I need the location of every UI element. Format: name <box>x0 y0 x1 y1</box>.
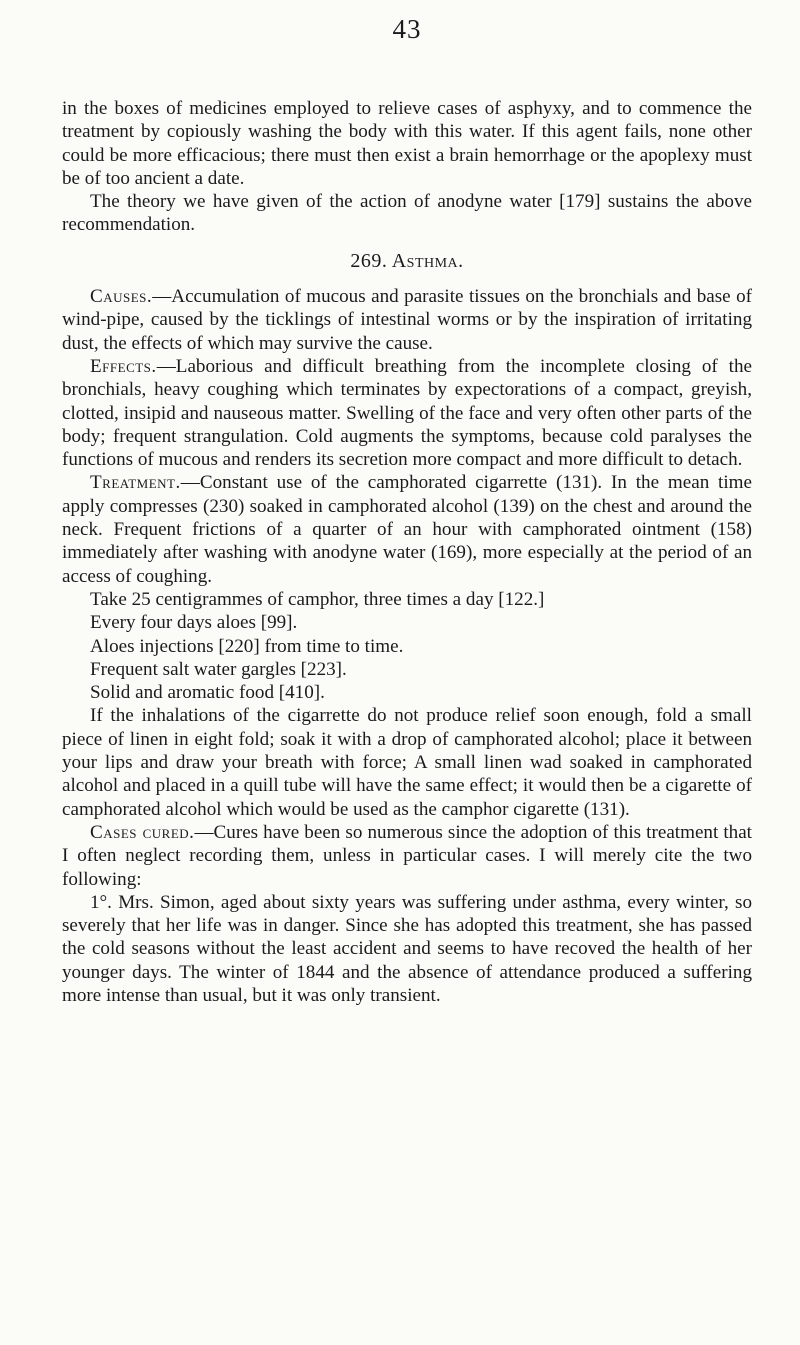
prescription-line: Take 25 centigrammes of camphor, three times a day [122.] <box>90 588 545 610</box>
paragraph-anodyne-theory: The theory we have given of the action of anodyne water [179] sustains the above recommendation. <box>62 191 752 236</box>
paragraph-causes <box>62 285 752 355</box>
cases-text: —Cures have been so numerous since the adoption of this treatment that I often neglect recording them, unless in particular cases. I will merely cite the two following: <box>62 821 752 890</box>
prescription-line: Solid and aromatic food [410]. <box>90 682 325 704</box>
causes-text: —Accumulation of mucous and parasite tissues on the bronchials and base of wind-pipe, caused by the ticklings of intestinal worms or by the inspiration of irritating dust, the effects of which may survive the cause. <box>62 286 752 354</box>
cases-label: Cases cured. <box>90 821 195 843</box>
paragraph-intro: in the boxes of medicines employed to relieve cases of asphyxy, and to commence the treatment by copiously washing the body with this water. If this agent fails, none other could be more efficacious; there must then exist a brain hemorrhage or the apoplexy must be of too ancient a date. <box>62 98 752 189</box>
section-heading: 269. Asthma. <box>350 249 464 272</box>
effects-label: Effects. <box>90 355 157 377</box>
paragraph-effects <box>62 355 752 471</box>
treatment-label: Treatment. <box>90 472 181 494</box>
paragraph-inhalation: If the inhalations of the cigarrette do not produce relief soon enough, fold a small piece of linen in eight fold; soak it with a drop of camphorated alcohol; place it between your lips and draw your breath with force; A small linen wad soaked in camphorated alcohol and placed in a quill tube will have the same effect; it would then be a cigarette of camphorated alcohol which would be used as the camphor cigarette (131). <box>62 705 752 820</box>
page-body <box>62 97 752 1007</box>
paragraph-case-1: 1°. Mrs. Simon, aged about sixty years was suffering under asthma, every winter, so severely that her life was in danger. Since she has adopted this treatment, she has passed the cold seasons without the least accident and seems to have recoved the health of her younger days. The winter of 1844 and the absence of attendance produced a suffering more intense than usual, but it was only transient. <box>62 891 752 1006</box>
paragraph-treatment <box>62 471 752 587</box>
causes-label: Causes. <box>90 286 153 308</box>
prescription-line: Aloes injections [220] from time to time. <box>90 635 404 657</box>
treatment-text: —Constant use of the camphorated cigarrette (131). In the mean time apply compresses (230) soaked in camphorated alcohol (139) on the chest and around the neck. Frequent frictions of a quarter of an hour with camphorated ointment (158) immediately after washing with anodyne water (169), more especially at the period of an access of coughing. <box>62 472 752 587</box>
prescription-line: Every four days aloes [99]. <box>90 612 298 634</box>
effects-text: —Laborious and difficult breathing from the incomplete closing of the bronchials, heavy coughing which terminates by expectorations of a compact, greyish, clotted, insipid and nauseous matter. Swelling of the face and very often other parts of the body; frequent strangulation. Cold augments the symptoms, because cold paralyses the functions of mucous and renders its secretion more compact and more difficult to detach. <box>62 355 752 471</box>
prescription-line: Frequent salt water gargles [223]. <box>90 658 347 680</box>
book-page <box>62 0 752 1345</box>
page-number: 43 <box>392 14 422 44</box>
paragraph-cases <box>62 821 752 891</box>
